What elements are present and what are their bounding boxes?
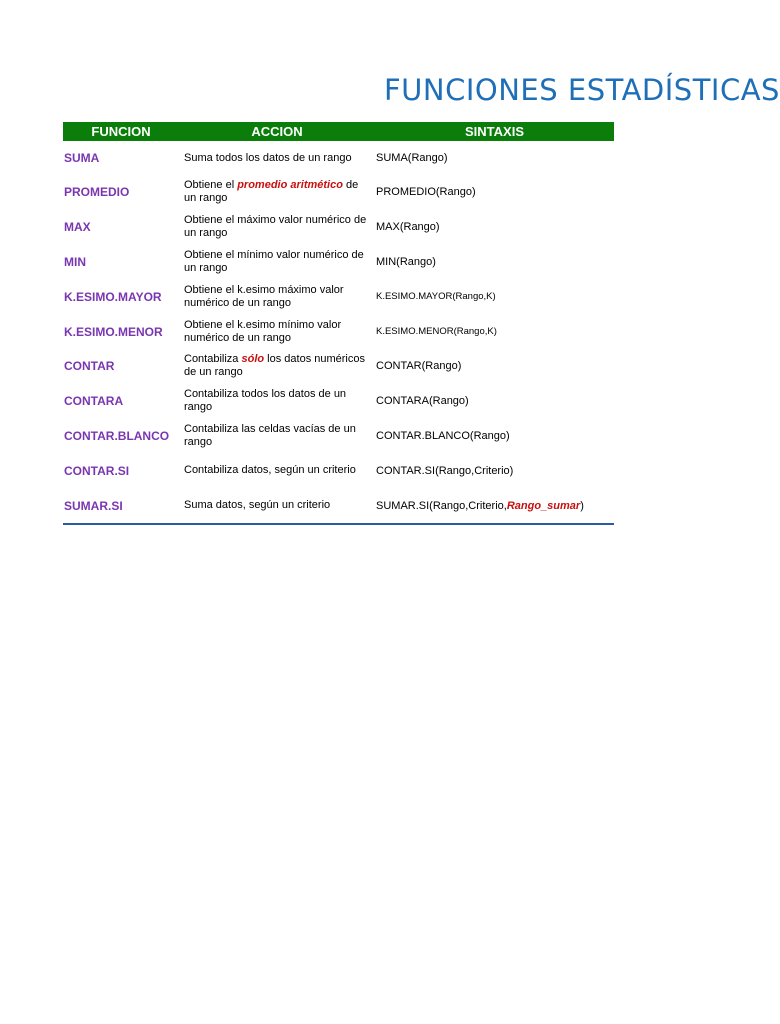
action-text: Obtiene el mínimo valor numérico de un rango [184, 248, 364, 274]
function-action [179, 152, 375, 165]
function-name: MAX [64, 220, 91, 235]
table-row [63, 419, 614, 454]
function-name: K.ESIMO.MAYOR [64, 289, 162, 304]
function-action [179, 464, 375, 477]
syntax-text: PROMEDIO(Rango) [376, 186, 476, 199]
table-row [63, 245, 614, 280]
function-syntax [375, 326, 614, 337]
action-text: Suma datos, según un criterio [184, 499, 331, 512]
action-text: Contabiliza las celdas vacías de un rango [184, 422, 356, 448]
action-text: Contabiliza todos los datos de un rango [184, 388, 347, 414]
syntax-text: CONTAR.SI(Rango,Criterio) [376, 464, 514, 477]
function-action [179, 284, 375, 310]
function-name: SUMA [64, 151, 100, 165]
function-action [179, 388, 375, 414]
syntax-text: K.ESIMO.MENOR(Rango,K) [376, 326, 497, 338]
action-text: Obtiene el k.esimo máximo valor numérico de un rango [184, 283, 344, 309]
table-bottom-rule [63, 523, 614, 525]
action-text: Obtiene el [184, 179, 238, 192]
header-sintaxis: SINTAXIS [465, 124, 524, 139]
function-syntax [375, 360, 614, 372]
function-name: MIN [64, 254, 86, 269]
function-name: CONTARA [64, 394, 124, 409]
table-row [63, 210, 614, 245]
functions-table [63, 122, 614, 525]
function-syntax [375, 430, 614, 442]
action-highlight: sólo [241, 353, 265, 366]
header-funcion: FUNCION [91, 124, 151, 139]
page-title: FUNCIONES ESTADÍSTICAS [384, 73, 780, 107]
action-text: Obtiene el k.esimo mínimo valor numérico de un rango [184, 318, 342, 344]
action-text: de un rango [184, 179, 359, 205]
function-name: CONTAR.BLANCO [64, 428, 170, 443]
table-header [63, 122, 614, 141]
title-clip [380, 68, 780, 112]
syntax-text: K.ESIMO.MAYOR(Rango,K) [376, 291, 496, 303]
table-row [63, 384, 614, 419]
action-text: Obtiene el máximo valor numérico de un rango [184, 214, 367, 240]
function-syntax [375, 395, 614, 407]
header-accion: ACCION [251, 124, 303, 139]
syntax-text: MIN(Rango) [376, 255, 436, 268]
function-action [179, 499, 375, 512]
function-name: CONTAR [64, 359, 115, 374]
syntax-text: CONTAR.BLANCO(Rango) [376, 429, 510, 442]
function-syntax [375, 186, 614, 198]
function-action [179, 319, 375, 345]
table-row [63, 141, 614, 175]
function-syntax [375, 221, 614, 233]
function-syntax [375, 291, 614, 302]
action-text: Contabiliza datos, según un criterio [184, 464, 356, 477]
function-syntax [375, 500, 614, 512]
function-name: CONTAR.SI [64, 463, 130, 478]
table-row [63, 279, 614, 314]
function-action [179, 214, 375, 240]
function-action [179, 249, 375, 275]
syntax-text: CONTARA(Rango) [376, 395, 469, 408]
function-syntax [375, 256, 614, 268]
table-body [63, 141, 614, 523]
table-row [63, 314, 614, 349]
action-text: Suma todos los datos de un rango [184, 151, 352, 164]
action-text: los datos numéricos de un rango [184, 353, 365, 379]
syntax-text: CONTAR(Rango) [376, 360, 462, 373]
function-name: SUMAR.SI [64, 498, 123, 513]
syntax-text: SUMA(Rango) [376, 152, 448, 164]
table-row [63, 349, 614, 384]
function-syntax [375, 152, 614, 164]
function-action [179, 179, 375, 205]
table-row [63, 488, 614, 523]
syntax-text: SUMAR.SI(Rango,Criterio, [376, 499, 507, 512]
action-highlight: promedio aritmético [237, 179, 343, 192]
syntax-text: MAX(Rango) [376, 221, 440, 234]
table-row [63, 175, 614, 210]
function-name: K.ESIMO.MENOR [64, 324, 163, 339]
function-syntax [375, 465, 614, 477]
function-name: PROMEDIO [64, 185, 130, 200]
action-text: Contabiliza [184, 353, 242, 366]
table-row [63, 453, 614, 488]
syntax-highlight: Rango_sumar [506, 499, 581, 512]
function-action [179, 353, 375, 379]
function-action [179, 423, 375, 449]
syntax-text: ) [580, 499, 584, 512]
